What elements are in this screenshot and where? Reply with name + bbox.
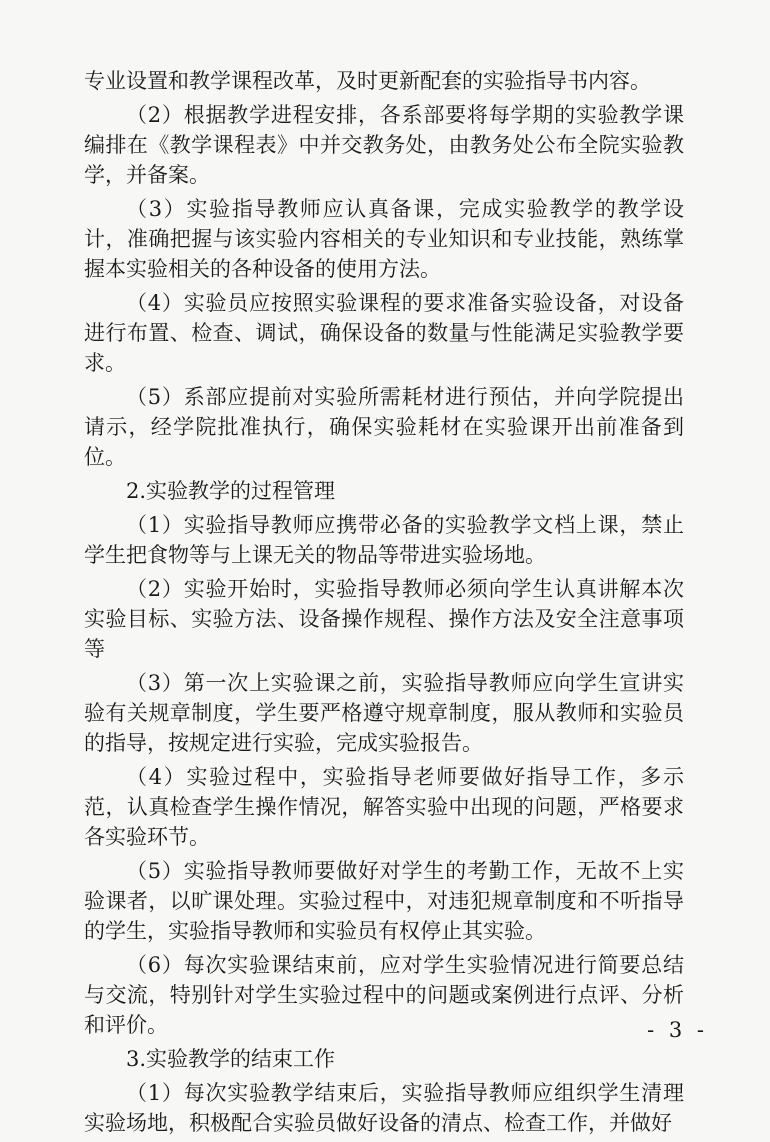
paragraph-process-3: （3）第一次上实验课之前，实验指导教师应向学生宣讲实验有关规章制度，学生要严格遵守规章制度，服从教师和实验员的指导，按规定进行实验，完成实验报告。 <box>84 671 684 755</box>
paragraph-continued: 专业设置和教学课程改革，及时更新配套的实验指导书内容。 <box>84 69 651 93</box>
paragraph-process-2: （2）实验开始时，实验指导教师必须向学生认真讲解本次实验目标、实验方法、设备操作规程、操作方法及安全注意事项等 <box>84 577 684 661</box>
paragraph-process-4: （4）实验过程中，实验指导老师要做好指导工作，多示范，认真检查学生操作情况，解答实验中出现的问题，严格要求各实验环节。 <box>84 765 684 849</box>
paragraph-process-1: （1）实验指导教师应携带必备的实验教学文档上课，禁止学生把食物等与上课无关的物品等带进实验场地。 <box>84 513 684 567</box>
paragraph-process-6: （6）每次实验课结束前，应对学生实验情况进行简要总结与交流，特别针对学生实验过程中的问题或案例进行点评、分析和评价。 <box>84 953 684 1037</box>
paragraph-closing-1: （1）每次实验教学结束后，实验指导教师应组织学生清理实验场地，积极配合实验员做好设备的清点、检查工作，并做好 <box>84 1081 684 1135</box>
paragraph-item-3: （3）实验指导教师应认真备课，完成实验教学的教学设计，准确把握与该实验内容相关的专业知识和专业技能，熟练掌握本实验相关的各种设备的使用方法。 <box>84 197 684 281</box>
section-heading-process-management: 2.实验教学的过程管理 <box>126 479 336 503</box>
page-number: - 3 - <box>647 1018 708 1042</box>
paragraph-item-2: （2）根据教学进程安排，各系部要将每学期的实验教学课编排在《教学课程表》中并交教务处，由教务处公布全院实验教学，并备案。 <box>84 103 684 187</box>
paragraph-item-4: （4）实验员应按照实验课程的要求准备实验设备，对设备进行布置、检查、调试，确保设备的数量与性能满足实验教学要求。 <box>84 291 684 375</box>
paragraph-process-5: （5）实验指导教师要做好对学生的考勤工作，无故不上实验课者，以旷课处理。实验过程中，对违犯规章制度和不听指导的学生，实验指导教师和实验员有权停止其实验。 <box>84 859 684 943</box>
document-body <box>84 66 684 1142</box>
paragraph-item-5: （5）系部应提前对实验所需耗材进行预估，并向学院提出请示，经学院批准执行，确保实验耗材在实验课开出前准备到位。 <box>84 385 684 469</box>
section-heading-closing-work: 3.实验教学的结束工作 <box>126 1047 336 1071</box>
